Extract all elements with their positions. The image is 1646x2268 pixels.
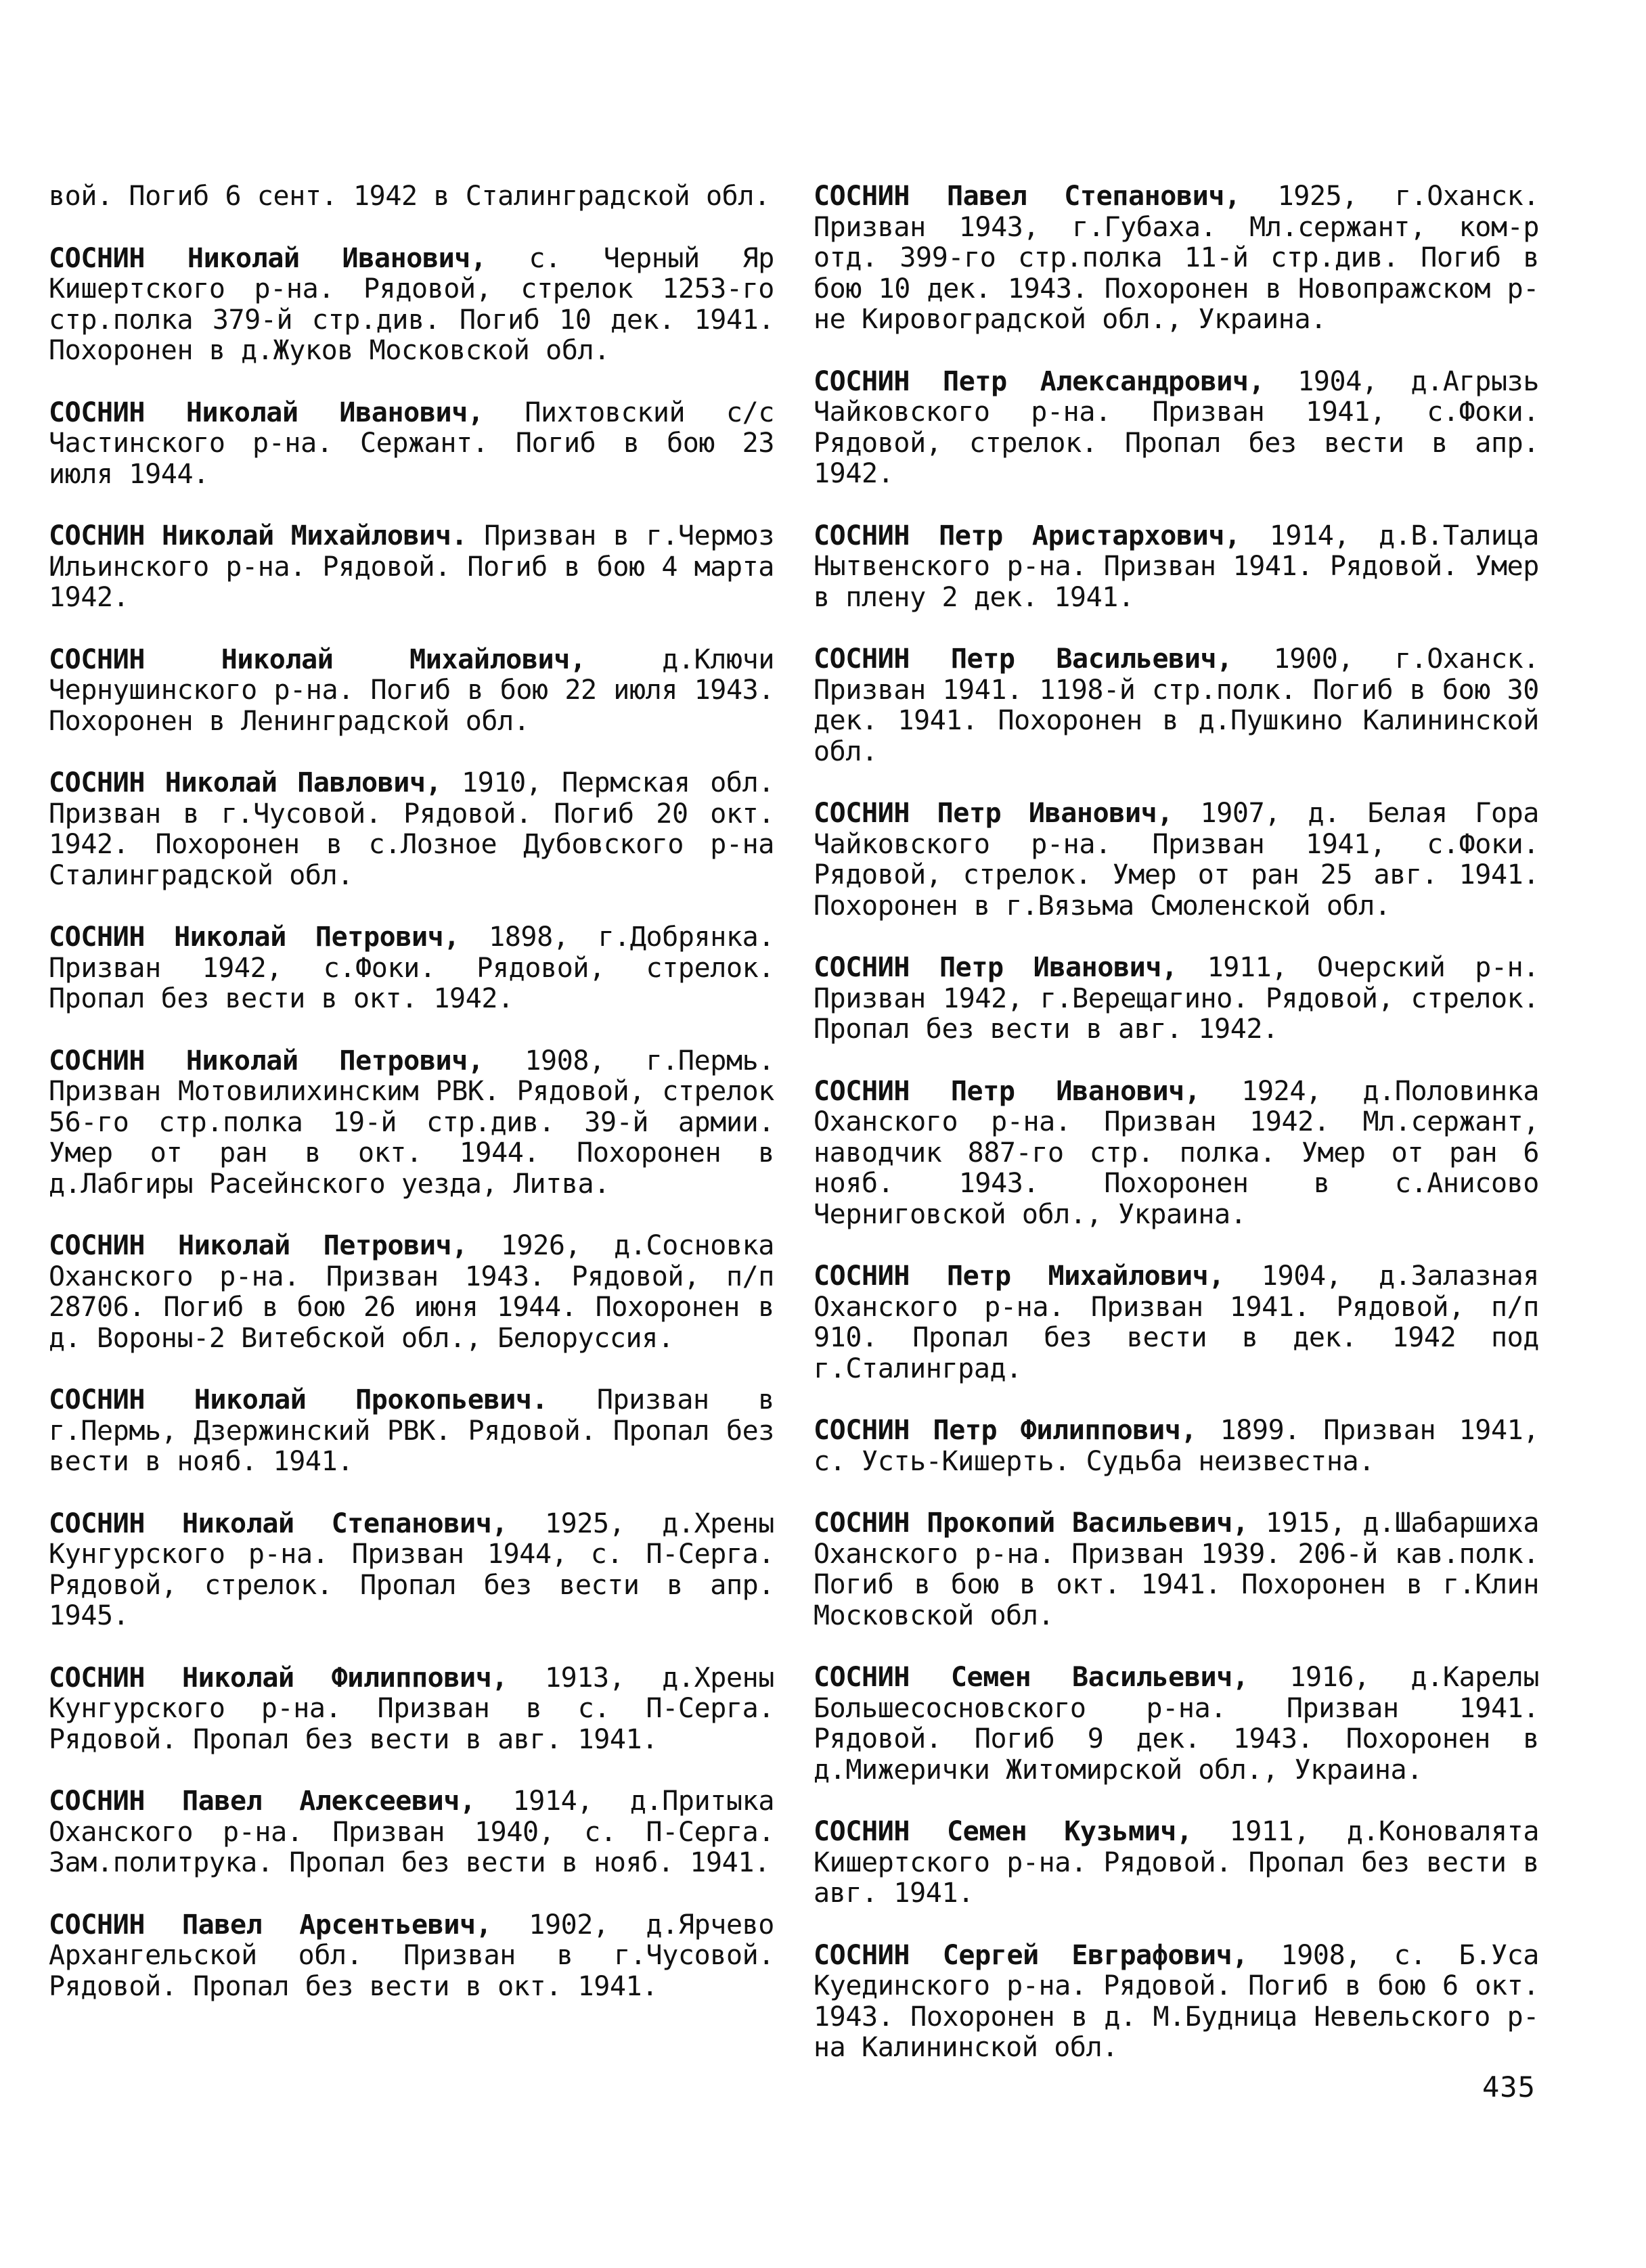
entry-text: 1915, д.Шабаршиха Оханского р-на. Призван 1939. 206-й кав.полк. Погиб в бою в окт. 1941. Похоронен в г.Клин Московской обл. <box>814 1507 1540 1631</box>
entry-name: СОСНИН Николай Петрович, <box>49 1230 468 1261</box>
entry-text: Призван в г.Чермоз Ильинского р-на. Рядовой. Погиб в бою 4 марта 1942. <box>49 520 775 613</box>
entry-name: СОСНИН Семен Кузьмич, <box>814 1816 1193 1847</box>
entry-name: СОСНИН Сергей Евграфович, <box>814 1939 1248 1971</box>
entry-name: СОСНИН Петр Иванович, <box>814 1075 1201 1107</box>
entry <box>814 1817 1539 1909</box>
entry <box>814 1415 1539 1477</box>
entry <box>814 1941 1539 2064</box>
entry-text: вой. Погиб 6 сент. 1942 в Сталинградской обл. <box>49 181 770 212</box>
entry-text: 1924, д.Половинка Оханского р-на. Призван 1942. Мл.сержант, наводчик 887-го стр. полка. Умер от ран 6 нояб. 1943. Похоронен в с.Анисово Черниговской обл., Украина. <box>814 1075 1540 1230</box>
entry <box>49 1509 774 1632</box>
entry <box>814 644 1539 767</box>
entry-text: 1904, д.Агрызь Чайковского р-на. Призван 1941, с.Фоки. Рядовой, стрелок. Пропал без вести в апр. 1942. <box>814 365 1539 489</box>
entry <box>814 1261 1539 1384</box>
entry-name: СОСНИН Николай Прокопьевич. <box>49 1384 548 1415</box>
entry-name: СОСНИН Петр Александрович, <box>814 365 1265 397</box>
entry-text: 1899. Призван 1941, с. Усть-Кишерть. Судьба неизвестна. <box>814 1415 1539 1477</box>
entry-name: СОСНИН Петр Иванович, <box>814 952 1178 983</box>
entry <box>814 1508 1539 1631</box>
left-column <box>49 154 774 2033</box>
entry <box>49 1046 774 1200</box>
entry-name: СОСНИН Петр Михайлович, <box>814 1261 1225 1292</box>
entry <box>814 798 1539 922</box>
entry <box>49 398 774 491</box>
entry-text: 1914, д.В.Талица Нытвенского р-на. Призван 1941. Рядовой. Умер в плену 2 дек. 1941. <box>814 520 1539 613</box>
entry <box>49 244 774 367</box>
entry <box>814 521 1539 614</box>
entry-name: СОСНИН Николай Иванович, <box>49 396 484 428</box>
page-number: 435 <box>1482 2070 1536 2104</box>
entry-text: 1913, д.Хрены Кунгурского р-на. Призван в с. П-Серга. Рядовой. Пропал без вести в авг. 1941. <box>49 1662 774 1755</box>
entry-name: СОСНИН Петр Васильевич, <box>814 643 1232 675</box>
entry-name: СОСНИН Николай Петрович, <box>49 922 460 953</box>
entry-name: СОСНИН Николай Михайлович. <box>49 520 468 551</box>
entry-text: 1926, д.Сосновка Оханского р-на. Призван 1943. Рядовой, п/п 28706. Погиб в бою 26 июня 1944. Похоронен в д. Вороны-2 Витебской обл., Белоруссия. <box>49 1230 774 1354</box>
entry-name: СОСНИН Николай Павлович, <box>49 767 442 798</box>
entry-name: СОСНИН Петр Аристархович, <box>814 520 1241 551</box>
entry-text: 1925, г.Оханск. Призван 1943, г.Губаха. Мл.сержант, ком-р отд. 399-го стр.полка 11-й стр.див. Погиб в бою 10 дек. 1943. Похоронен в Новопражском р-не Кировоградской обл., Украина. <box>814 181 1539 335</box>
entry-name: СОСНИН Николай Иванович, <box>49 242 487 274</box>
entry-text: с. Черный Яр Кишертского р-на. Рядовой, стрелок 1253-го стр.полка 379-й стр.див. Погиб 10 дек. 1941. Похоронен в д.Жуков Московской обл. <box>49 242 774 366</box>
entry-name: СОСНИН Прокопий Васильевич, <box>814 1507 1249 1539</box>
entry <box>814 1076 1539 1231</box>
entry-text: Призван в г.Пермь, Дзержинский РВК. Рядовой. Пропал без вести в нояб. 1941. <box>49 1384 774 1477</box>
entry <box>49 922 774 1015</box>
entry <box>49 1786 774 1879</box>
entry-text: 1908, г.Пермь. Призван Мотовилихинским РВК. Рядовой, стрелок 56-го стр.полка 19-й стр.див. 39-й армии. Умер от ран в окт. 1944. Похоронен в д.Лабгиры Расейнского уезда, Литва. <box>49 1045 775 1200</box>
entry-text: 1916, д.Карелы Большесосновского р-на. Призван 1941. Рядовой. Погиб 9 дек. 1943. Похоронен в д.Мижерички Житомирской обл., Украина. <box>814 1662 1540 1786</box>
entry-name: СОСНИН Николай Филиппович, <box>49 1662 508 1694</box>
entry-name: СОСНИН Николай Михайлович, <box>49 643 586 675</box>
right-column <box>814 154 1539 2095</box>
entry <box>814 367 1539 490</box>
entry-text: 1908, с. Б.Уса Куединского р-на. Рядовой. Погиб в бою 6 окт. 1943. Похоронен в д. М.Будница Невельского р-на Калининской обл. <box>814 1939 1539 2063</box>
entry-name: СОСНИН Петр Филиппович, <box>814 1415 1197 1446</box>
entry <box>49 1663 774 1756</box>
entry <box>49 1910 774 2003</box>
entry <box>49 1231 774 1354</box>
entry-name: СОСНИН Павел Арсентьевич, <box>49 1909 492 1941</box>
entry-text: 1902, д.Ярчево Архангельской обл. Призван в г.Чусовой. Рядовой. Пропал без вести в окт. 1941. <box>49 1909 774 2002</box>
entry <box>814 953 1539 1045</box>
entry <box>49 1385 774 1478</box>
entry-text: Пихтовский с/с Частинского р-на. Сержант. Погиб в бою 23 июля 1944. <box>49 396 775 490</box>
entry-text: 1898, г.Добрянка. Призван 1942, с.Фоки. Рядовой, стрелок. Пропал без вести в окт. 1942. <box>49 922 774 1014</box>
entry-text: 1900, г.Оханск. Призван 1941. 1198-й стр.полк. Погиб в бою 30 дек. 1941. Похоронен в д.Пушкино Калининской обл. <box>814 643 1539 767</box>
entry-text: 1911, Очерский р-н. Призван 1942, г.Верещагино. Рядовой, стрелок. Пропал без вести в авг. 1942. <box>814 952 1539 1045</box>
entry-name: СОСНИН Николай Петрович, <box>49 1045 484 1076</box>
entry-name: СОСНИН Петр Иванович, <box>814 798 1173 829</box>
entry-name: СОСНИН Павел Степанович, <box>814 181 1241 212</box>
entry <box>49 521 774 614</box>
entry-name: СОСНИН Николай Степанович, <box>49 1507 508 1539</box>
entry-text: 1910, Пермская обл. Призван в г.Чусовой. Рядовой. Погиб 20 окт. 1942. Похоронен в с.Лозное Дубовского р-на Сталинградской обл. <box>49 767 774 891</box>
entry <box>814 181 1539 336</box>
entry-text: 1907, д. Белая Гора Чайковского р-на. Призван 1941, с.Фоки. Рядовой, стрелок. Умер от ран 25 авг. 1941. Похоронен в г.Вязьма Смоленской обл. <box>814 798 1539 922</box>
entry <box>49 645 774 738</box>
entry-name: СОСНИН Павел Алексеевич, <box>49 1786 476 1817</box>
entry-text: 1904, д.Залазная Оханского р-на. Призван 1941. Рядовой, п/п 910. Пропал без вести в дек. 1942 под г.Сталинград. <box>814 1261 1539 1384</box>
entry-text: 1914, д.Притыка Оханского р-на. Призван 1940, с. П-Серга. Зам.политрука. Пропал без вести в нояб. 1941. <box>49 1786 774 1878</box>
entry <box>49 768 774 891</box>
entry <box>814 1662 1539 1786</box>
entry-text: 1925, д.Хрены Кунгурского р-на. Призван 1944, с. П-Серга. Рядовой, стрелок. Пропал без вести в апр. 1945. <box>49 1507 774 1631</box>
entry-text: 1911, д.Коновалята Кишертского р-на. Рядовой. Пропал без вести в авг. 1941. <box>814 1816 1539 1909</box>
entry <box>49 181 774 212</box>
entry-name: СОСНИН Семен Васильевич, <box>814 1662 1249 1693</box>
entry-text: д.Ключи Чернушинского р-на. Погиб в бою 22 июля 1943. Похоронен в Ленинградской обл. <box>49 643 774 737</box>
